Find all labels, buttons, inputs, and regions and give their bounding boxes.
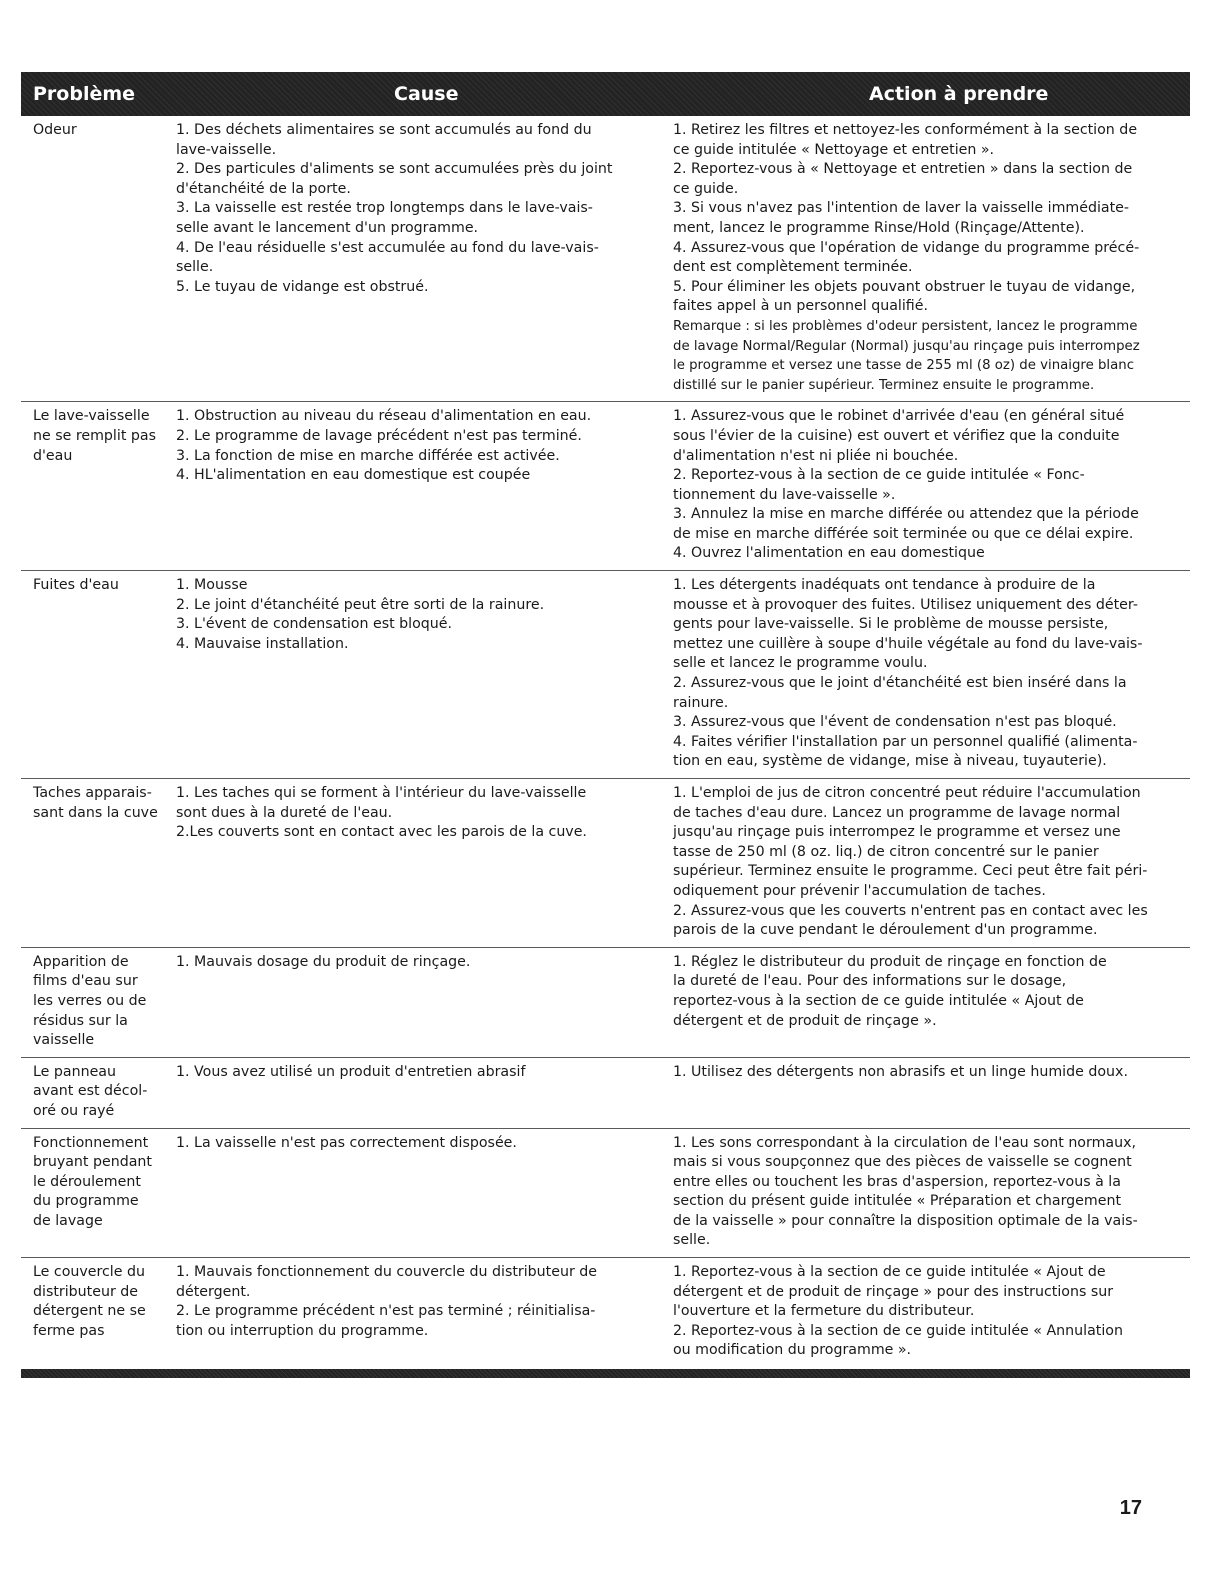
problem-cell-line: Fuites d'eau bbox=[33, 577, 119, 594]
header-probleme: Problème bbox=[33, 83, 136, 105]
problem-cell bbox=[21, 784, 176, 941]
cause-cell bbox=[176, 121, 673, 395]
problem-cell-line: Le panneau bbox=[33, 1063, 116, 1080]
problem-cell-line: d'eau bbox=[33, 447, 73, 464]
action-cell-line: ce guide intitulée « Nettoyage et entretien ». bbox=[673, 141, 995, 158]
action-cell-line: 1. Assurez-vous que le robinet d'arrivée d'eau (en général situé bbox=[673, 408, 1125, 425]
action-cell-line: odiquement pour prévenir l'accumulation de taches. bbox=[673, 882, 1046, 899]
problem-cell-line: Apparition de bbox=[33, 953, 129, 970]
cause-cell-line: 1. Mousse bbox=[176, 577, 248, 594]
action-cell-line: mais si vous soupçonnez que des pièces de vaisselle se cognent bbox=[673, 1154, 1132, 1171]
problem-cell-line: détergent ne se bbox=[33, 1303, 146, 1320]
action-cell-line: 2. Reportez-vous à la section de ce guide intitulée « Annulation bbox=[673, 1322, 1123, 1339]
action-cell-line: de la vaisselle » pour connaître la disposition optimale de la vais- bbox=[673, 1212, 1138, 1229]
action-note-line: Remarque : si les problèmes d'odeur persistent, lancez le programme bbox=[673, 318, 1138, 334]
problem-cell bbox=[21, 121, 176, 395]
cause-cell-line: 3. La vaisselle est restée trop longtemps dans le lave-vais- bbox=[176, 200, 593, 217]
action-cell-line: 2. Reportez-vous à « Nettoyage et entretien » dans la section de bbox=[673, 161, 1133, 178]
cause-cell-line: selle. bbox=[176, 259, 214, 276]
cause-cell-line: 4. De l'eau résiduelle s'est accumulée au fond du lave-vais- bbox=[176, 239, 599, 256]
action-cell-line: 1. Reportez-vous à la section de ce guide intitulée « Ajout de bbox=[673, 1264, 1106, 1281]
problem-cell bbox=[21, 407, 176, 564]
action-cell bbox=[673, 1063, 1190, 1122]
action-cell-line: 1. Réglez le distributeur du produit de rinçage en fonction de bbox=[673, 953, 1107, 970]
cause-cell-line: détergent. bbox=[176, 1283, 251, 1300]
problem-cell-line: oré ou rayé bbox=[33, 1102, 115, 1119]
action-cell-line: ment, lancez le programme Rinse/Hold (Rinçage/Attente). bbox=[673, 219, 1085, 236]
cause-cell-line: 2. Des particules d'aliments se sont accumulées près du joint bbox=[176, 161, 613, 178]
action-cell-line: jusqu'au rinçage puis interrompez le programme et versez une bbox=[673, 824, 1121, 841]
problem-cell-line: Le couvercle du bbox=[33, 1264, 145, 1281]
action-cell-line: 2. Assurez-vous que le joint d'étanchéité est bien inséré dans la bbox=[673, 675, 1127, 692]
cause-cell-line: 1. Des déchets alimentaires se sont accumulés au fond du bbox=[176, 122, 592, 138]
problem-cell-line: vaisselle bbox=[33, 1032, 95, 1049]
problem-cell-line: avant est décol- bbox=[33, 1083, 148, 1100]
action-cell bbox=[673, 953, 1190, 1051]
action-cell-line: 4. Assurez-vous que l'opération de vidange du programme précé- bbox=[673, 239, 1140, 256]
problem-cell bbox=[21, 1063, 176, 1122]
problem-cell-line: bruyant pendant bbox=[33, 1154, 152, 1171]
action-cell-line: la dureté de l'eau. Pour des informations sur le dosage, bbox=[673, 973, 1067, 990]
cause-cell-line: 1. Obstruction au niveau du réseau d'alimentation en eau. bbox=[176, 408, 592, 425]
cause-cell-line: 2. Le joint d'étanchéité peut être sorti de la rainure. bbox=[176, 596, 545, 613]
action-cell bbox=[673, 121, 1190, 395]
cause-cell-line: 2. Le programme précédent n'est pas terminé ; réinitialisa- bbox=[176, 1303, 596, 1320]
action-cell-line: 1. Les détergents inadéquats ont tendance à produire de la bbox=[673, 577, 1096, 594]
action-cell-line: 1. Retirez les filtres et nettoyez-les conformément à la section de bbox=[673, 122, 1138, 138]
table-row bbox=[21, 779, 1190, 948]
cause-cell-line: 1. Mauvais dosage du produit de rinçage. bbox=[176, 953, 471, 970]
action-cell-line: 5. Pour éliminer les objets pouvant obstruer le tuyau de vidange, bbox=[673, 278, 1136, 295]
cause-cell-line: 3. L'évent de condensation est bloqué. bbox=[176, 616, 453, 633]
action-cell-line: selle et lancez le programme voulu. bbox=[673, 655, 928, 672]
cause-cell-line: 5. Le tuyau de vidange est obstrué. bbox=[176, 278, 429, 295]
table-row bbox=[21, 1129, 1190, 1259]
problem-cell-line: le déroulement bbox=[33, 1173, 141, 1190]
action-cell-line: 3. Assurez-vous que l'évent de condensation n'est pas bloqué. bbox=[673, 714, 1117, 731]
cause-cell-line: d'étanchéité de la porte. bbox=[176, 180, 351, 197]
action-cell-line: de taches d'eau dure. Lancez un programme de lavage normal bbox=[673, 804, 1121, 821]
action-cell-line: entre elles ou touchent les bras d'aspersion, reportez-vous à la bbox=[673, 1173, 1121, 1190]
action-cell bbox=[673, 576, 1190, 772]
cause-cell-line: 4. Mauvaise installation. bbox=[176, 635, 349, 652]
problem-cell-line: films d'eau sur bbox=[33, 973, 138, 990]
action-cell-line: l'ouverture et la fermeture du distributeur. bbox=[673, 1303, 975, 1320]
problem-cell-line: ne se remplit pas bbox=[33, 427, 156, 444]
cause-cell-line: 2.Les couverts sont en contact avec les parois de la cuve. bbox=[176, 824, 587, 841]
cause-cell bbox=[176, 1134, 673, 1252]
action-cell-line: tionnement du lave-vaisselle ». bbox=[673, 486, 896, 503]
action-cell-line: 1. Utilisez des détergents non abrasifs et un linge humide doux. bbox=[673, 1063, 1128, 1080]
action-cell-line: ou modification du programme ». bbox=[673, 1342, 912, 1359]
troubleshooting-table bbox=[21, 72, 1190, 1378]
action-cell-line: tasse de 250 ml (8 oz. liq.) de citron concentré sur le panier bbox=[673, 843, 1099, 860]
action-cell-line: dent est complètement terminée. bbox=[673, 259, 913, 276]
action-cell-line: parois de la cuve pendant le déroulement d'un programme. bbox=[673, 922, 1098, 939]
problem-cell-line: les verres ou de bbox=[33, 992, 147, 1009]
table-header bbox=[21, 72, 1190, 116]
header-cause: Cause bbox=[394, 83, 459, 105]
action-cell-line: 3. Annulez la mise en marche différée ou attendez que la période bbox=[673, 506, 1139, 523]
action-cell-line: rainure. bbox=[673, 694, 729, 711]
problem-cell-line: résidus sur la bbox=[33, 1012, 128, 1029]
cause-cell-line: 1. La vaisselle n'est pas correctement disposée. bbox=[176, 1134, 517, 1151]
cause-cell-line: 4. HL'alimentation en eau domestique est coupée bbox=[176, 467, 531, 484]
problem-cell-line: Le lave-vaisselle bbox=[33, 408, 150, 425]
cause-cell-line: selle avant le lancement d'un programme. bbox=[176, 219, 479, 236]
action-cell-line: détergent et de produit de rinçage ». bbox=[673, 1012, 937, 1029]
cause-cell-line: lave-vaisselle. bbox=[176, 141, 277, 158]
action-cell-line: 3. Si vous n'avez pas l'intention de laver la vaisselle immédiate- bbox=[673, 200, 1130, 217]
action-note-line: distillé sur le panier supérieur. Terminez ensuite le programme. bbox=[673, 377, 1095, 393]
header-action: Action à prendre bbox=[869, 83, 1049, 105]
cause-cell bbox=[176, 953, 673, 1051]
table-row bbox=[21, 116, 1190, 402]
action-cell-line: supérieur. Terminez ensuite le programme. Ceci peut être fait péri- bbox=[673, 863, 1148, 880]
action-cell-line: selle. bbox=[673, 1232, 711, 1249]
action-note-line: le programme et versez une tasse de 255 ml (8 oz) de vinaigre blanc bbox=[673, 358, 1135, 374]
cause-cell-line: 3. La fonction de mise en marche différée est activée. bbox=[176, 447, 560, 464]
problem-cell-line: Odeur bbox=[33, 122, 77, 138]
problem-cell bbox=[21, 1263, 176, 1361]
cause-cell bbox=[176, 1063, 673, 1122]
cause-cell-line: 1. Vous avez utilisé un produit d'entretien abrasif bbox=[176, 1063, 526, 1080]
action-cell-line: 2. Reportez-vous à la section de ce guide intitulée « Fonc- bbox=[673, 467, 1085, 484]
table-footer-bar bbox=[21, 1369, 1190, 1378]
action-cell-line: gents pour lave-vaisselle. Si le problème de mousse persiste, bbox=[673, 616, 1109, 633]
action-cell-line: reportez-vous à la section de ce guide intitulée « Ajout de bbox=[673, 992, 1084, 1009]
action-cell bbox=[673, 1263, 1190, 1361]
action-cell-line: 2. Assurez-vous que les couverts n'entrent pas en contact avec les bbox=[673, 902, 1148, 919]
cause-cell-line: 1. Mauvais fonctionnement du couvercle du distributeur de bbox=[176, 1264, 598, 1281]
cause-cell-line: 2. Le programme de lavage précédent n'est pas terminé. bbox=[176, 427, 582, 444]
action-cell-line: détergent et de produit de rinçage » pour des instructions sur bbox=[673, 1283, 1114, 1300]
cause-cell bbox=[176, 784, 673, 941]
action-cell-line: ce guide. bbox=[673, 180, 739, 197]
action-cell-line: de mise en marche différée soit terminée ou que ce délai expire. bbox=[673, 525, 1134, 542]
action-cell bbox=[673, 407, 1190, 564]
problem-cell bbox=[21, 576, 176, 772]
cause-cell-line: tion ou interruption du programme. bbox=[176, 1322, 429, 1339]
table-row bbox=[21, 1058, 1190, 1129]
action-cell-line: 1. Les sons correspondant à la circulation de l'eau sont normaux, bbox=[673, 1134, 1136, 1151]
table-row bbox=[21, 402, 1190, 571]
problem-cell-line: sant dans la cuve bbox=[33, 804, 158, 821]
cause-cell bbox=[176, 1263, 673, 1361]
page-number: 17 bbox=[1119, 1497, 1142, 1519]
problem-cell-line: distributeur de bbox=[33, 1283, 139, 1300]
action-cell-line: mousse et à provoquer des fuites. Utilisez uniquement des déter- bbox=[673, 596, 1138, 613]
action-cell-line: faites appel à un personnel qualifié. bbox=[673, 298, 928, 315]
action-cell-line: sous l'évier de la cuisine) est ouvert et vérifiez que la conduite bbox=[673, 427, 1120, 444]
action-cell-line: 1. L'emploi de jus de citron concentré peut réduire l'accumulation bbox=[673, 785, 1141, 801]
problem-cell-line: Fonctionnement bbox=[33, 1134, 149, 1151]
cause-cell-line: 1. Les taches qui se forment à l'intérieur du lave-vaisselle bbox=[176, 785, 587, 801]
table-body bbox=[21, 116, 1190, 1367]
action-cell-line: mettez une cuillère à soupe d'huile végétale au fond du lave-vais- bbox=[673, 635, 1143, 652]
cause-cell bbox=[176, 407, 673, 564]
problem-cell-line: Taches apparais- bbox=[33, 785, 152, 801]
table-row bbox=[21, 948, 1190, 1058]
problem-cell bbox=[21, 1134, 176, 1252]
cause-cell-line: sont dues à la dureté de l'eau. bbox=[176, 804, 393, 821]
action-cell bbox=[673, 1134, 1190, 1252]
table-row bbox=[21, 1258, 1190, 1367]
table-row bbox=[21, 571, 1190, 779]
action-cell bbox=[673, 784, 1190, 941]
action-cell-line: tion en eau, système de vidange, mise à niveau, tuyauterie). bbox=[673, 753, 1107, 770]
problem-cell-line: du programme bbox=[33, 1193, 139, 1210]
problem-cell bbox=[21, 953, 176, 1051]
problem-cell-line: de lavage bbox=[33, 1212, 103, 1229]
action-cell-line: 4. Ouvrez l'alimentation en eau domestique bbox=[673, 545, 985, 562]
action-cell-line: section du présent guide intitulée « Préparation et chargement bbox=[673, 1193, 1122, 1210]
problem-cell-line: ferme pas bbox=[33, 1322, 105, 1339]
action-cell-line: 4. Faites vérifier l'installation par un personnel qualifié (alimenta- bbox=[673, 733, 1138, 750]
action-cell-line: d'alimentation n'est ni pliée ni bouchée. bbox=[673, 447, 959, 464]
action-note-line: de lavage Normal/Regular (Normal) jusqu'au rinçage puis interrompez bbox=[673, 338, 1140, 354]
cause-cell bbox=[176, 576, 673, 772]
